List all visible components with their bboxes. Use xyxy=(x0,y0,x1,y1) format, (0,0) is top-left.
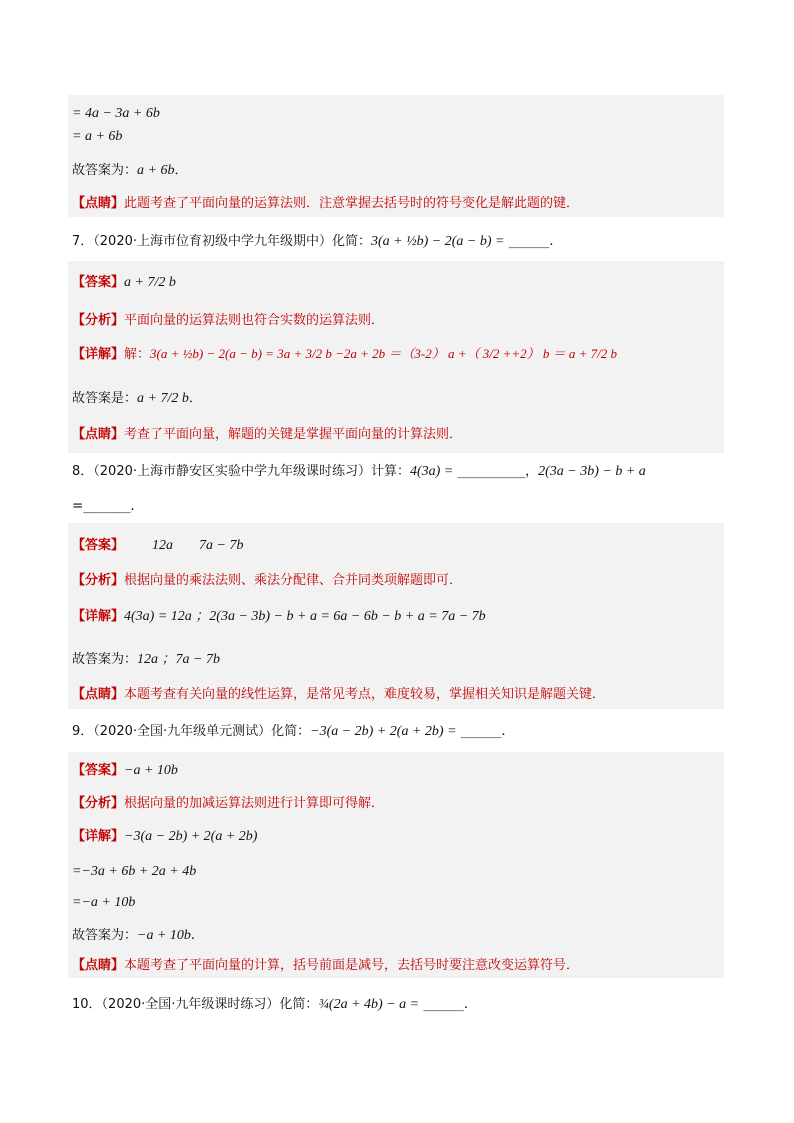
question-7: 7．（2020·上海市位育初级中学九年级期中）化简：3(a + ½b) − 2(a − b) = ______． xyxy=(72,233,563,249)
detail-row: 【详解】−3(a − 2b) + 2(a + 2b) xyxy=(72,829,258,844)
solution-step: =−a + 10b xyxy=(72,895,136,910)
answer-row: 【答案】a + 7/2 b xyxy=(72,275,176,290)
dianjing-note: 【点睛】本题考查有关向量的线性运算，是常见考点，难度较易，掌握相关知识是解题关键． xyxy=(72,687,606,702)
analysis-row: 【分析】根据向量的加减运算法则进行计算即可得解． xyxy=(72,796,385,811)
detail-row: 【详解】4(3a) = 12a ；2(3a − 3b) − b + a = 6a − 6b − b + a = 7a − 7b xyxy=(72,609,486,624)
detail-row: 【详解】解：3(a + ½b) − 2(a − b) = 3a + 3/2 b −2a + 2b ＝（3-2） a +（ 3/2 ++2） b ＝ a + 7/2 b xyxy=(72,346,618,362)
question-8-line2: =_______． xyxy=(72,498,145,514)
solution-step: =−3a + 6b + 2a + 4b xyxy=(72,864,197,879)
question-10: 10．（2020·全国·九年级课时练习）化简：¾(2a + 4b) − a = ______． xyxy=(72,996,478,1012)
final-answer: 故答案为：a + 6b． xyxy=(72,163,188,178)
dianjing-note: 【点睛】考查了平面向量，解题的关键是掌握平面向量的计算法则． xyxy=(72,427,463,442)
solution-step: = a + 6b xyxy=(72,129,123,144)
question-8: 8．（2020·上海市静安区实验中学九年级课时练习）计算：4(3a) = __________，2(3a − 3b) − b + a xyxy=(72,463,646,479)
answer-row: 【答案】 12a 7a − 7b xyxy=(72,538,244,553)
dianjing-note: 【点睛】此题考查了平面向量的运算法则．注意掌握去括号时的符号变化是解此题的键． xyxy=(72,196,580,211)
question-9: 9．（2020·全国·九年级单元测试）化简：−3(a − 2b) + 2(a + 2b) = ______． xyxy=(72,723,515,739)
answer-row: 【答案】−a + 10b xyxy=(72,763,178,778)
analysis-row: 【分析】平面向量的运算法则也符合实数的运算法则． xyxy=(72,313,385,328)
dianjing-note: 【点睛】本题考查了平面向量的计算，括号前面是减号，去括号时要注意改变运算符号． xyxy=(72,958,580,973)
final-answer: 故答案为：−a + 10b． xyxy=(72,927,205,943)
solution-step: = 4a − 3a + 6b xyxy=(72,106,160,121)
analysis-row: 【分析】根据向量的乘法法则、乘法分配律、合并同类项解题即可． xyxy=(72,573,463,588)
final-answer: 故答案为：12a ；7a − 7b xyxy=(72,652,220,667)
final-answer: 故答案是：a + 7/2 b． xyxy=(72,391,202,406)
